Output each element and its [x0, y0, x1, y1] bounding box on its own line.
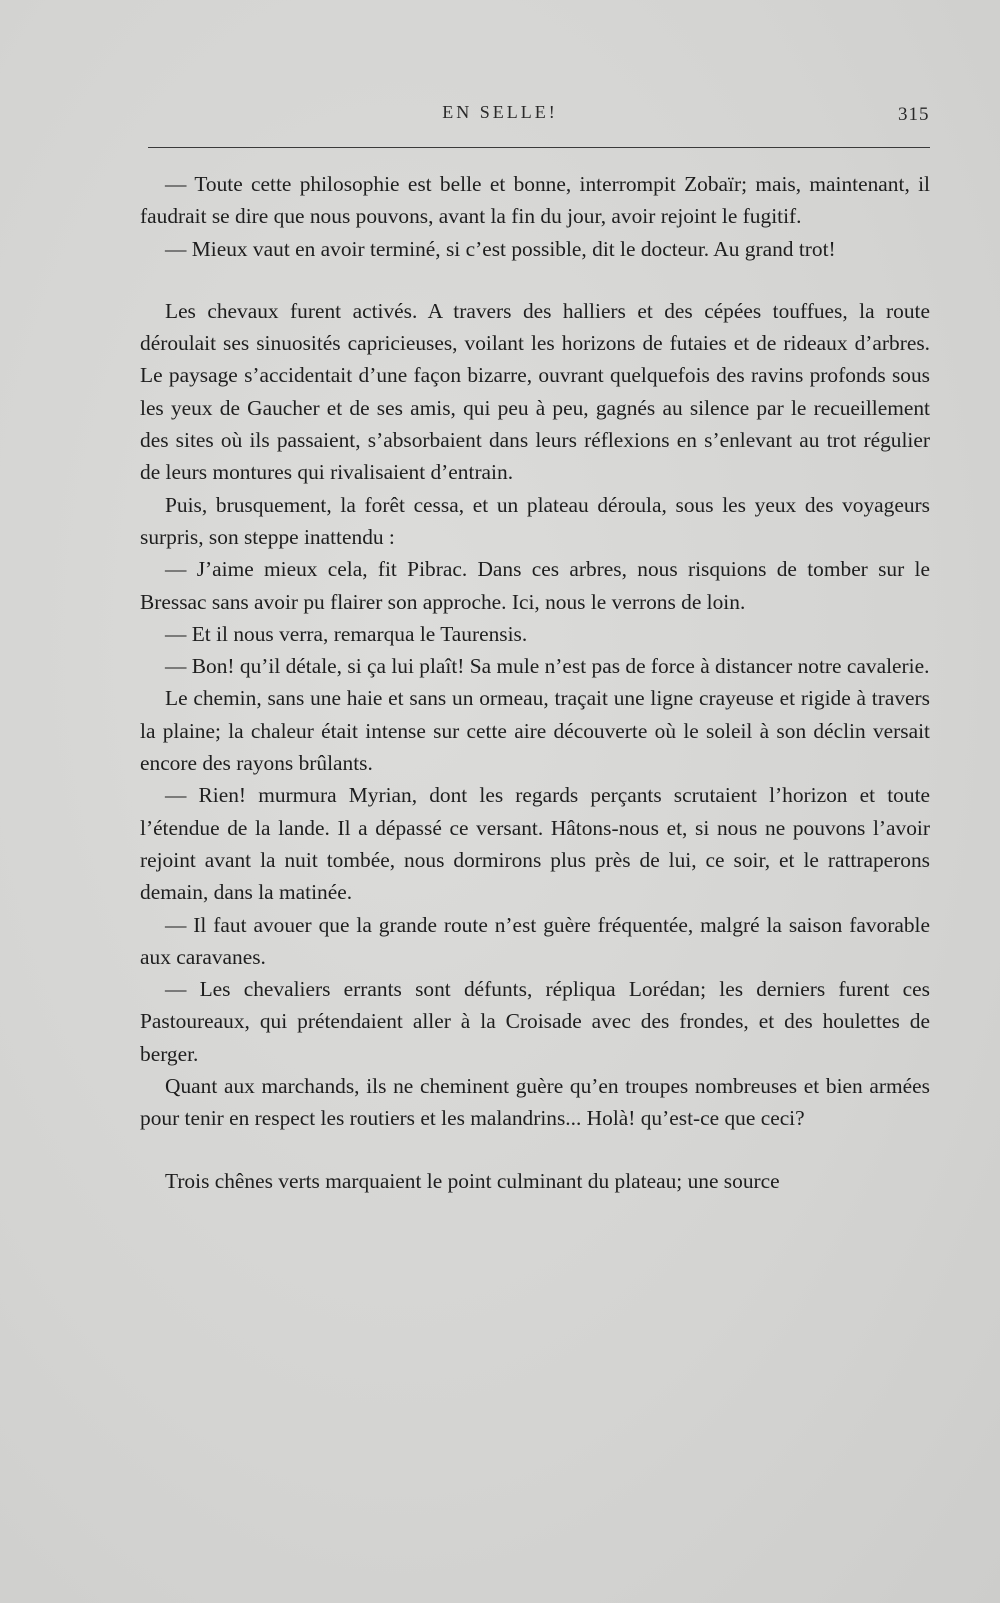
paragraph: — Et il nous verra, remarqua le Taurensis.	[165, 621, 528, 646]
paragraph: — Mieux vaut en avoir terminé, si c’est possible, dit le docteur. Au grand trot!	[165, 236, 836, 261]
paragraph: — Toute cette philosophie est belle et bonne, interrompit Zobaïr; mais, maintenant, il faudrait se dire que nous pouvons, avant la fin du jour, avoir rejoint le fugitif.	[140, 172, 930, 229]
paragraph: — Rien! murmura Myrian, dont les regards perçants scrutaient l’horizon et toute l’étendue de la lande. Il a dépassé ce versant. Hâtons-nous et, si nous ne pouvons l’avoir rejoint avant la nuit tombée, nous dormirons plus près de lui, ce soir, et le rattraperons demain, dans la matinée.	[140, 783, 930, 905]
body-text	[140, 168, 930, 1197]
running-title: EN SELLE!	[442, 102, 558, 122]
paragraph: — Les chevaliers errants sont défunts, répliqua Lorédan; les derniers furent ces Pastoureaux, qui prétendaient aller à la Croisade avec des frondes, et des houlettes de berger.	[140, 977, 930, 1066]
paragraph: — Il faut avouer que la grande route n’est guère fréquentée, malgré la saison favorable aux caravanes.	[140, 912, 930, 969]
paragraph: Le chemin, sans une haie et sans un ormeau, traçait une ligne crayeuse et rigide à travers la plaine; la chaleur était intense sur cette aire découverte où le soleil à son déclin versait encore des rayons brûlants.	[140, 686, 930, 776]
header-rule	[148, 147, 930, 148]
paragraph: Puis, brusquement, la forêt cessa, et un plateau déroula, sous les yeux des voyageurs surpris, son steppe inattendu :	[140, 492, 930, 549]
paragraph: Les chevaux furent activés. A travers des halliers et des cépées touffues, la route déroulait ses sinuosités capricieuses, voilant les horizons de futaies et de rideaux d’arbres. Le paysage s’accidentait d’une façon bizarre, ouvrant quelquefois des ravins profonds sous les yeux de Gaucher et de ses amis, qui peu à peu, gagnés au silence par le recueillement des sites où ils passaient, s’absorbaient dans leurs réflexions en s’enlevant au trot régulier de leurs montures qui rivalisaient d’entrain.	[140, 298, 930, 485]
paragraph: — J’aime mieux cela, fit Pibrac. Dans ces arbres, nous risquions de tomber sur le Bressac sans avoir pu flairer son approche. Ici, nous le verrons de loin.	[140, 557, 930, 614]
page-number: 315	[898, 104, 930, 125]
paragraph: — Bon! qu’il détale, si ça lui plaît! Sa mule n’est pas de force à distancer notre cavalerie.	[165, 654, 930, 679]
paragraph: Trois chênes verts marquaient le point culminant du plateau; une source	[165, 1168, 780, 1193]
paragraph: Quant aux marchands, ils ne cheminent guère qu’en troupes nombreuses et bien armées pour tenir en respect les routiers et les malandrins... Holà! qu’est-ce que ceci?	[140, 1074, 930, 1131]
